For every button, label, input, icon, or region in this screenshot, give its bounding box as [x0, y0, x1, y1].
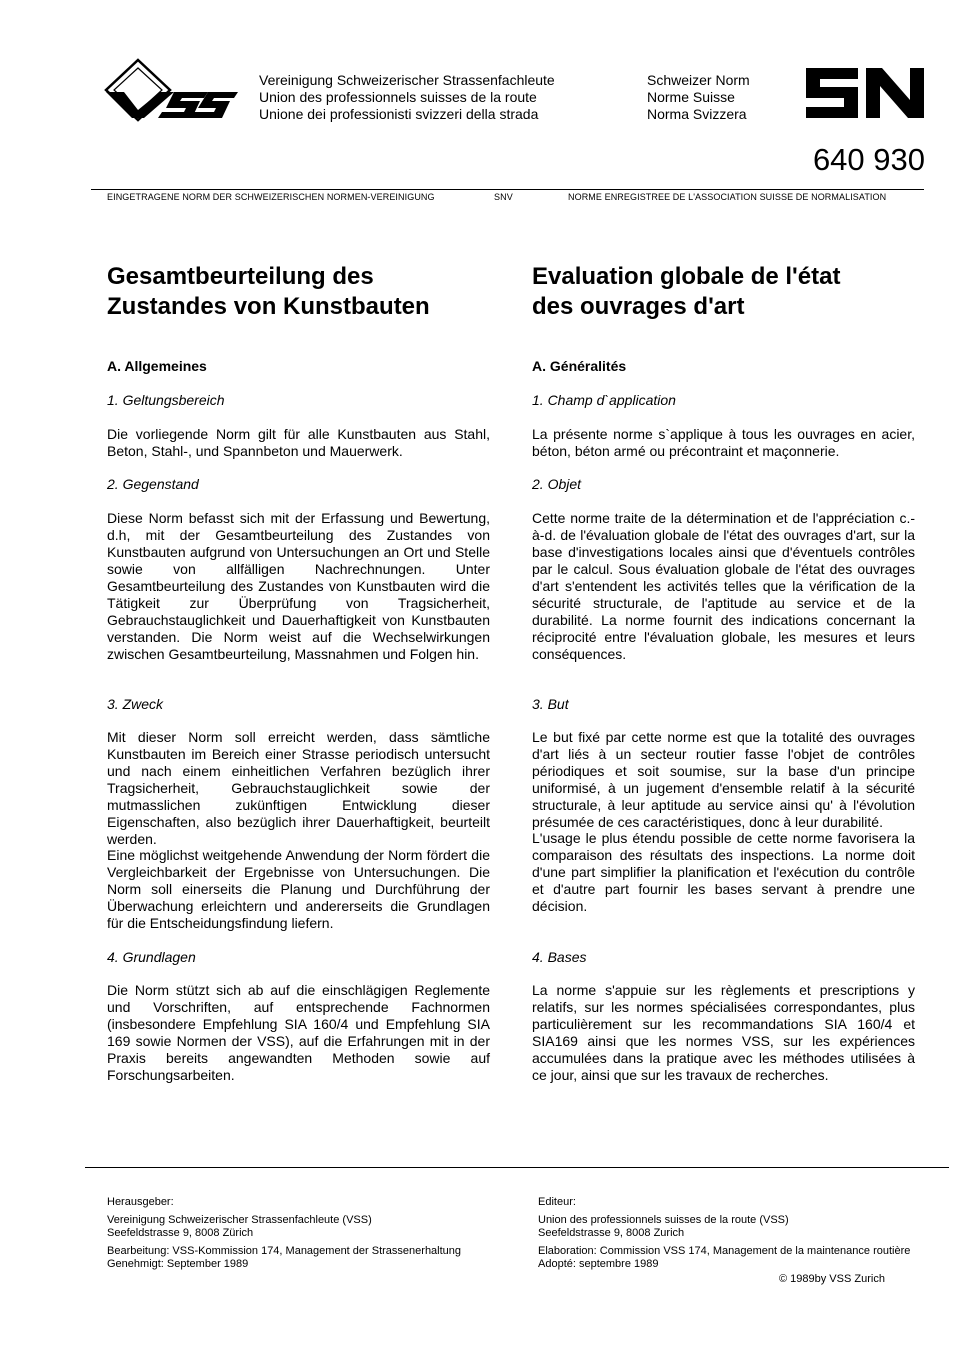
header-divider — [91, 189, 924, 190]
basis-heading-fr: 4. Bases — [532, 949, 587, 965]
publisher-label-de: Herausgeber: — [107, 1196, 174, 1208]
vss-logo — [104, 58, 238, 122]
org-name-fr: Union des professionnels suisses de la route — [259, 89, 537, 105]
subject-text-fr: Cette norme traite de la détermination et de l'appréciation c.-à-d. de l'évaluation globale de l'état des ouvrages d'art, sur la base d'investigations locales ainsi que d'éventuels contrôles par le calcul. Sous évaluation globale de l'état des ouvrages d'art s'entendent les activités telles que la vérification de la sécurité structurale, de l'aptitude au service et de la durabilité. La norme fournit des indications concernant la réciprocité entre l'évaluation globale, les mesures et leurs conséquences. — [532, 510, 915, 662]
footer-imprint-de — [107, 1196, 461, 1271]
title-fr-line-2: des ouvrages d'art — [532, 293, 745, 320]
purpose-text-fr-2: L'usage le plus étendu possible de cette norme favorisera la comparaison des résultats des inspections. La norme doit d'une part simplifier la planification et l'exécution du contrôle et d'autre part fournir les bases servant à prendre une décision. — [532, 830, 915, 914]
title-fr-line-1: Evaluation globale de l'état — [532, 263, 841, 290]
publisher-label-fr: Editeur: — [538, 1196, 576, 1208]
registered-note-de: EINGETRAGENE NORM DER SCHWEIZERISCHEN NORMEN-VEREINIGUNG — [107, 192, 435, 202]
purpose-text-de-1: Mit dieser Norm soll erreicht werden, dass sämtliche Kunstbauten im Bereich einer Strasse periodisch untersucht und nach einem einheitlichen Verfahren bezüglich ihrer Tragsicherheit, Gebrauchstauglichkeit sowie der mutmasslichen zukünftigen Entwicklung dieser Eigenschaften, also bezüglich ihrer Dauerhaftigkeit, beurteilt werden. — [107, 729, 490, 847]
basis-text-de: Die Norm stützt sich ab auf die einschlägigen Reglemente und Vorschriften, auf entsprechende Fachnormen (insbesondere Empfehlung SIA 160/4 und Empfehlung SIA 169 sowie Normen der VSS), auf die Erfahrungen mit in der Praxis bereits angewandten Methoden sowie auf Forschungsarbeiten. — [107, 982, 490, 1083]
footer-imprint-fr — [538, 1196, 910, 1271]
scope-heading-de: 1. Geltungsbereich — [107, 392, 225, 408]
purpose-text-fr-1: Le but fixé par cette norme est que la totalité des ouvrages d'art liés à un secteur routier fasse l'objet de contrôles périodiques et soit soumise, sur la base d'un principe uniformisé, à un jugement d'ensemble relatif à la sécurité structurale, à leur aptitude au service ainsi qu' à l'évolution présumée de ces caractéristiques, donc à leur durabilité. — [532, 729, 915, 830]
purpose-heading-de: 3. Zweck — [107, 696, 164, 712]
norm-label-it: Norma Svizzera — [647, 106, 747, 122]
subject-text-de: Diese Norm befasst sich mit der Erfassung und Bewertung, d.h, mit der Gesamtbeurteilung des Zustandes von Kunstbauten aufgrund von Untersuchungen an Ort und Stelle sowie von allfälligen Nachrechnungen. Unter Gesamtbeurteilung des Zustandes von Kunstbauten wird die Tätigkeit zur Überprüfung von Tragsicherheit, Gebrauchstauglichkeit und Dauerhaftigkeit von Kunstbauten verstanden. Die Norm weist auf die Wechselwirkungen zwischen Gesamtbeurteilung, Massnahmen und Folgen hin. — [107, 510, 490, 662]
org-name-it: Unione dei professionisti svizzeri della strada — [259, 106, 539, 122]
norm-label-fr: Norme Suisse — [647, 89, 735, 105]
title-fr — [532, 262, 915, 322]
purpose-text-de-2: Eine möglichst weitgehende Anwendung der Norm fördert die Vergleichbarkeit der Ergebnisse von Untersuchungen. Die Norm soll einerseits die Planung und Durchführung der Überwachung erleichtern und andererseits die Grundlagen für die Entscheidungsfindung liefern. — [107, 847, 490, 931]
org-name-de: Vereinigung Schweizerischer Strassenfachleute — [259, 72, 555, 88]
norm-number: 640 930 — [812, 142, 925, 177]
title-de — [107, 262, 490, 322]
registered-note-snv: SNV — [494, 192, 513, 202]
sn-logo — [806, 68, 926, 118]
scope-text-de: Die vorliegende Norm gilt für alle Kunstbauten aus Stahl, Beton, Stahl-, und Spannbeton und Mauerwerk. — [107, 426, 490, 459]
norm-label-de: Schweizer Norm — [647, 72, 750, 88]
registered-note-fr: NORME ENREGISTREE DE L'ASSOCIATION SUISSE DE NORMALISATION — [568, 192, 887, 202]
copyright-note: © 1989by VSS Zurich — [779, 1273, 885, 1285]
publisher-address-fr: Seefeldstrasse 9, 8008 Zurich — [538, 1227, 685, 1239]
norm-type-labels — [647, 72, 750, 123]
editing-note-fr: Elaboration: Commission VSS 174, Management de la maintenance routière — [538, 1245, 911, 1257]
section-heading-de: A. Allgemeines — [107, 358, 207, 374]
purpose-heading-fr: 3. But — [532, 696, 569, 712]
editing-note-de: Bearbeitung: VSS-Kommission 174, Management der Strassenerhaltung — [107, 1245, 462, 1257]
title-de-line-1: Gesamtbeurteilung des — [107, 263, 374, 290]
publisher-name-de: Vereinigung Schweizerischer Strassenfachleute (VSS) — [107, 1214, 372, 1226]
scope-heading-fr: 1. Champ d`application — [532, 392, 676, 408]
subject-heading-de: 2. Gegenstand — [107, 476, 199, 492]
title-de-line-2: Zustandes von Kunstbauten — [107, 293, 430, 320]
footer-divider — [85, 1167, 949, 1168]
basis-heading-de: 4. Grundlagen — [107, 949, 196, 965]
approval-note-fr: Adopté: septembre 1989 — [538, 1258, 659, 1270]
section-heading-fr: A. Généralités — [532, 358, 627, 374]
basis-text-fr: La norme s'appuie sur les règlements et prescriptions y relatifs, sur les normes spécialisées correspondantes, plus particulièrement sur les recommandations SIA 160/4 et SIA169 ainsi que les normes VSS, sur les expériences accumulées dans la pratique avec les méthodes utilisées à ce jour, ainsi que sur les travaux de recherches. — [532, 982, 915, 1083]
publisher-name-fr: Union des professionnels suisses de la route (VSS) — [538, 1214, 789, 1226]
subject-heading-fr: 2. Objet — [532, 476, 582, 492]
approval-note-de: Genehmigt: September 1989 — [107, 1258, 249, 1270]
organisation-names — [259, 72, 555, 123]
scope-text-fr: La présente norme s`applique à tous les ouvrages en acier, béton, béton armé ou précontraint et maçonnerie. — [532, 426, 915, 459]
publisher-address-de: Seefeldstrasse 9, 8008 Zürich — [107, 1227, 254, 1239]
